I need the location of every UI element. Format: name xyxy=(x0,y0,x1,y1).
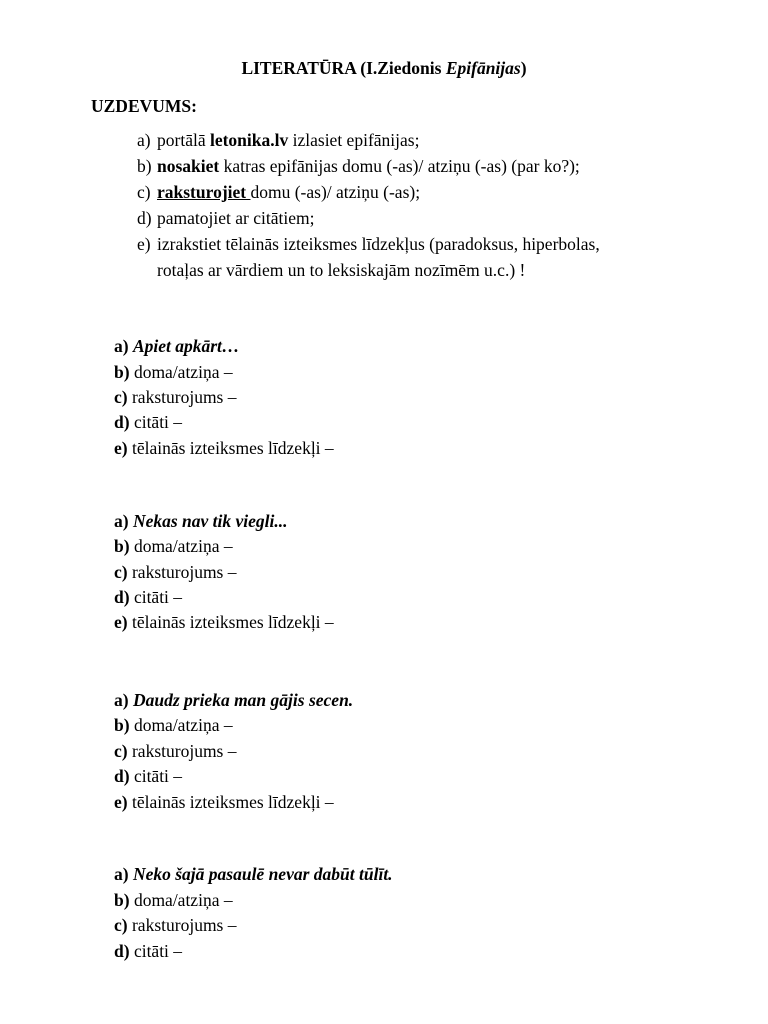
item-text: raksturojums – xyxy=(131,387,237,407)
task-marker: e) xyxy=(137,234,151,254)
item-text: citāti – xyxy=(133,766,183,786)
section-marker: a) xyxy=(114,690,129,710)
section-title: Neko šajā pasaulē nevar dabūt tūlīt. xyxy=(132,864,393,884)
item-marker: d) xyxy=(114,941,130,961)
task-text-post: katras epifānijas domu (-as)/ atziņu (-as) (par ko?); xyxy=(219,156,580,176)
task-text-bold: nosakiet xyxy=(157,156,220,176)
item-text: tēlainās izteiksmes līdzekļi – xyxy=(131,612,334,632)
task-heading: UZDEVUMS: xyxy=(91,96,197,116)
section-title: Apiet apkārt… xyxy=(132,336,240,356)
item-marker: c) xyxy=(114,741,128,761)
item-text: doma/atziņa – xyxy=(133,536,233,556)
task-item-c xyxy=(137,181,420,203)
section-item xyxy=(114,940,182,962)
item-marker: b) xyxy=(114,890,130,910)
item-text: raksturojums – xyxy=(131,562,237,582)
section-item xyxy=(114,611,334,633)
task-text-post: izlasiet epifānijas; xyxy=(288,130,420,150)
section-heading xyxy=(114,863,393,885)
task-text-post: izrakstiet tēlainās izteiksmes līdzekļus (paradoksus, hiperbolas, xyxy=(157,234,600,254)
task-text-pre: portālā xyxy=(157,130,210,150)
section-heading xyxy=(114,335,239,357)
task-item-b xyxy=(137,155,580,177)
item-marker: c) xyxy=(114,915,128,935)
section-item xyxy=(114,561,237,583)
item-text: doma/atziņa – xyxy=(133,362,233,382)
item-marker: e) xyxy=(114,792,128,812)
task-item-e xyxy=(137,233,600,255)
task-text-post: domu (-as)/ atziņu (-as); xyxy=(250,182,421,202)
item-text: raksturojums – xyxy=(131,915,237,935)
task-text-bold: letonika.lv xyxy=(209,130,289,150)
task-marker: b) xyxy=(137,156,152,176)
section-item xyxy=(114,361,233,383)
item-text: citāti – xyxy=(133,412,183,432)
page-title xyxy=(0,57,768,79)
section-item xyxy=(114,740,237,762)
item-text: tēlainās izteiksmes līdzekļi – xyxy=(131,438,334,458)
section-item xyxy=(114,889,233,911)
title-prefix: LITERATŪRA (I.Ziedonis xyxy=(241,58,446,78)
item-text: tēlainās izteiksmes līdzekļi – xyxy=(131,792,334,812)
section-item xyxy=(114,386,237,408)
section-title: Nekas nav tik viegli... xyxy=(132,511,288,531)
task-marker: d) xyxy=(137,208,152,228)
item-marker: b) xyxy=(114,536,130,556)
section-heading xyxy=(114,689,353,711)
task-text-bold-underlined: raksturojiet xyxy=(157,182,251,202)
section-marker: a) xyxy=(114,511,129,531)
item-marker: d) xyxy=(114,766,130,786)
task-marker: a) xyxy=(137,130,151,150)
section-heading xyxy=(114,510,288,532)
title-suffix: ) xyxy=(520,58,527,78)
item-marker: b) xyxy=(114,715,130,735)
item-text: doma/atziņa – xyxy=(133,890,233,910)
item-text: citāti – xyxy=(133,941,183,961)
item-marker: e) xyxy=(114,438,128,458)
title-italic: Epifānijas xyxy=(445,58,521,78)
task-marker: c) xyxy=(137,182,151,202)
section-title: Daudz prieka man gājis secen. xyxy=(132,690,354,710)
section-marker: a) xyxy=(114,864,129,884)
section-item xyxy=(114,765,182,787)
item-marker: b) xyxy=(114,362,130,382)
item-marker: d) xyxy=(114,412,130,432)
task-item-d xyxy=(137,207,314,229)
section-item xyxy=(114,914,237,936)
section-item xyxy=(114,437,334,459)
task-item-a xyxy=(137,129,419,151)
task-item-e-continuation: rotaļas ar vārdiem un to leksiskajām nozīmēm u.c.) ! xyxy=(157,260,526,280)
section-item xyxy=(114,714,233,736)
item-text: raksturojums – xyxy=(131,741,237,761)
item-text: citāti – xyxy=(133,587,183,607)
section-marker: a) xyxy=(114,336,129,356)
item-marker: d) xyxy=(114,587,130,607)
item-marker: c) xyxy=(114,562,128,582)
section-item xyxy=(114,791,334,813)
item-text: doma/atziņa – xyxy=(133,715,233,735)
section-item xyxy=(114,535,233,557)
section-item xyxy=(114,411,182,433)
item-marker: c) xyxy=(114,387,128,407)
section-item xyxy=(114,586,182,608)
task-text-post: pamatojiet ar citātiem; xyxy=(157,208,315,228)
item-marker: e) xyxy=(114,612,128,632)
